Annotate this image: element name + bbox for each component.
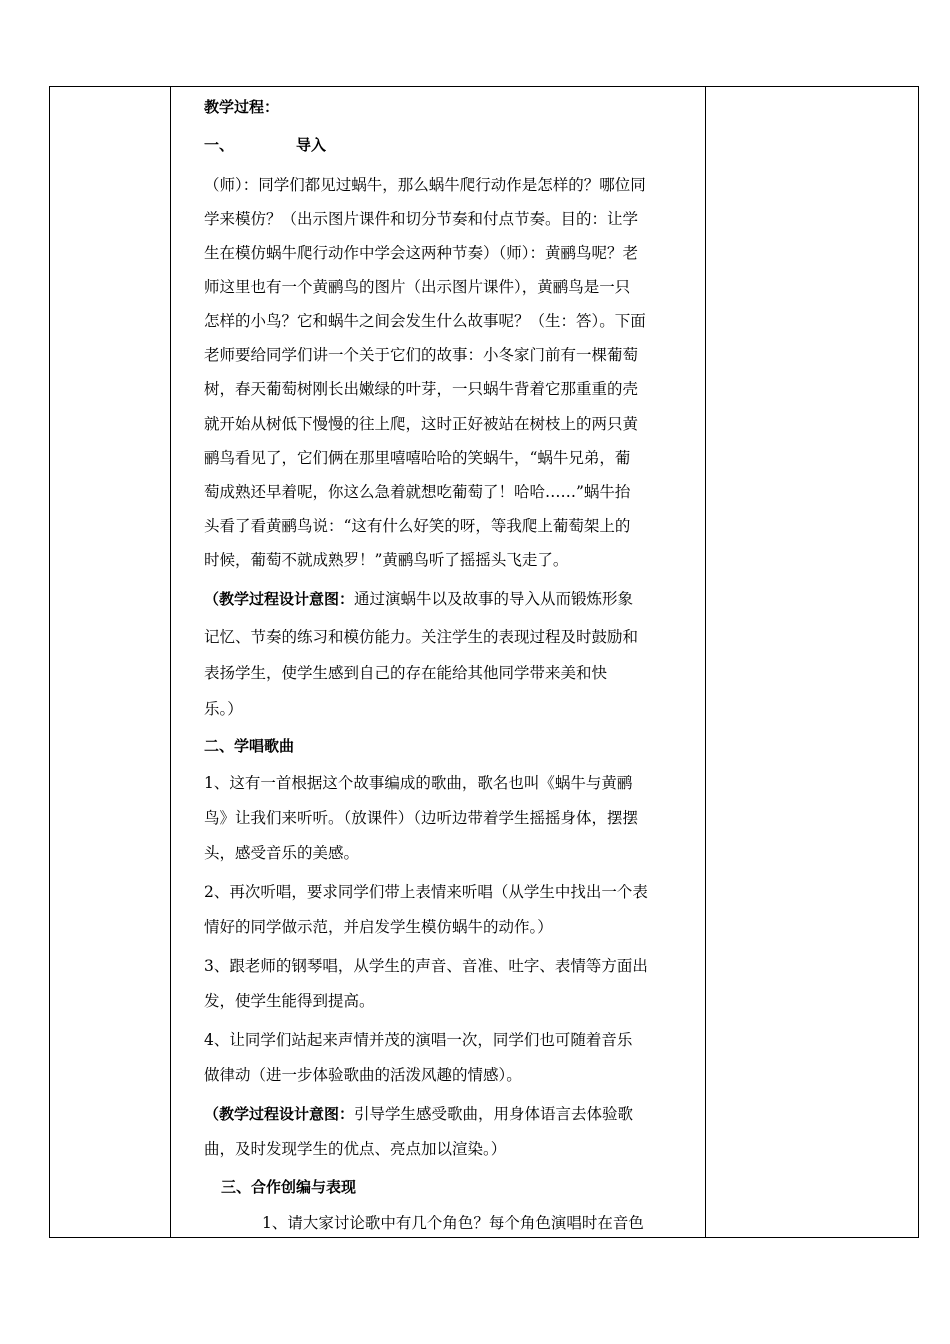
paragraph-line: 学来模仿？（出示图片课件和切分节奏和付点节奏。目的：让学 (204, 210, 639, 228)
paragraph-line: 师这里也有一个黄鹂鸟的图片（出示图片课件），黄鹂鸟是一只 (204, 278, 631, 296)
column-divider (705, 87, 706, 1237)
paragraph-line: （教学过程设计意图：引导学生感受歌曲，用身体语言去体验歌 (204, 1105, 634, 1123)
design-intent-label: （教学过程设计意图： (204, 590, 355, 608)
paragraph-line: 3、跟老师的钢琴唱，从学生的声音、音准、吐字、表情等方面出 (204, 957, 648, 975)
section-2-heading: 二、学唱歌曲 (204, 737, 295, 755)
paragraph-line: 鹂鸟看见了，它们俩在那里嘻嘻哈哈的笑蜗牛，“蜗牛兄弟，葡 (204, 449, 631, 467)
paragraph-line: 曲，及时发现学生的优点、亮点加以渲染。） (204, 1140, 507, 1158)
paragraph-line: 情好的同学做示范，并启发学生模仿蜗牛的动作。） (204, 918, 553, 936)
paragraph-line: 1、请大家讨论歌中有几个角色？每个角色演唱时在音色 (262, 1214, 644, 1232)
section-1-title: 导入 (296, 136, 327, 154)
paragraph-line: 做律动（进一步体验歌曲的活泼风趣的情感）。 (204, 1066, 522, 1084)
paragraph-line: 表扬学生，使学生感到自己的存在能给其他同学带来美和快 (204, 664, 608, 682)
paragraph-line: 生在模仿蜗牛爬行动作中学会这两种节奏）（师）：黄鹂鸟呢？老 (204, 244, 639, 262)
design-intent-label: （教学过程设计意图： (204, 1105, 355, 1123)
paragraph-line: 2、再次听唱，要求同学们带上表情来听唱（从学生中找出一个表 (204, 883, 648, 901)
paragraph-line: 记忆、节奏的练习和模仿能力。关注学生的表现过程及时鼓励和 (204, 628, 639, 646)
paragraph-line: 头，感受音乐的美感。 (204, 844, 360, 862)
paragraph-line: 发，使学生能得到提高。 (204, 992, 375, 1010)
paragraph-line: 树，春天葡萄树刚长出嫩绿的叶芽，一只蜗牛背着它那重重的壳 (204, 380, 639, 398)
paragraph-line: 1、这有一首根据这个故事编成的歌曲，歌名也叫《蜗牛与黄鹂 (204, 774, 633, 792)
paragraph-line: 头看了看黄鹂鸟说：“这有什么好笑的呀，等我爬上葡萄架上的 (204, 517, 631, 535)
section-3-heading: 三、合作创编与表现 (221, 1178, 357, 1196)
section-1-number: 一、 (204, 136, 235, 154)
paragraph-line: 怎样的小鸟？它和蜗牛之间会发生什么故事呢？（生：答）。下面 (204, 312, 646, 330)
paragraph-line: 老师要给同学们讲一个关于它们的故事：小冬家门前有一棵葡萄 (204, 346, 639, 364)
paragraph-line: 乐。） (204, 700, 243, 718)
section-1-heading (204, 134, 326, 156)
paragraph-line: （师）：同学们都见过蜗牛，那么蜗牛爬行动作是怎样的？哪位同 (204, 176, 646, 194)
paragraph-line: 萄成熟还早着呢，你这么急着就想吃葡萄了！哈哈……”蜗牛抬 (204, 483, 631, 501)
paragraph-line: 鸟》让我们来听听。（放课件）（边听边带着学生摇摇身体，摆摆 (204, 809, 639, 827)
paragraph-line: （教学过程设计意图：通过演蜗牛以及故事的导入从而锻炼形象 (204, 590, 634, 608)
paragraph-line: 时候，葡萄不就成熟罗！”黄鹂鸟听了摇摇头飞走了。 (204, 551, 569, 569)
paragraph-line: 4、让同学们站起来声情并茂的演唱一次，同学们也可随着音乐 (204, 1031, 633, 1049)
page-heading: 教学过程： (204, 98, 280, 116)
paragraph-line: 就开始从树低下慢慢的往上爬，这时正好被站在树枝上的两只黄 (204, 415, 639, 433)
column-divider (170, 87, 171, 1237)
